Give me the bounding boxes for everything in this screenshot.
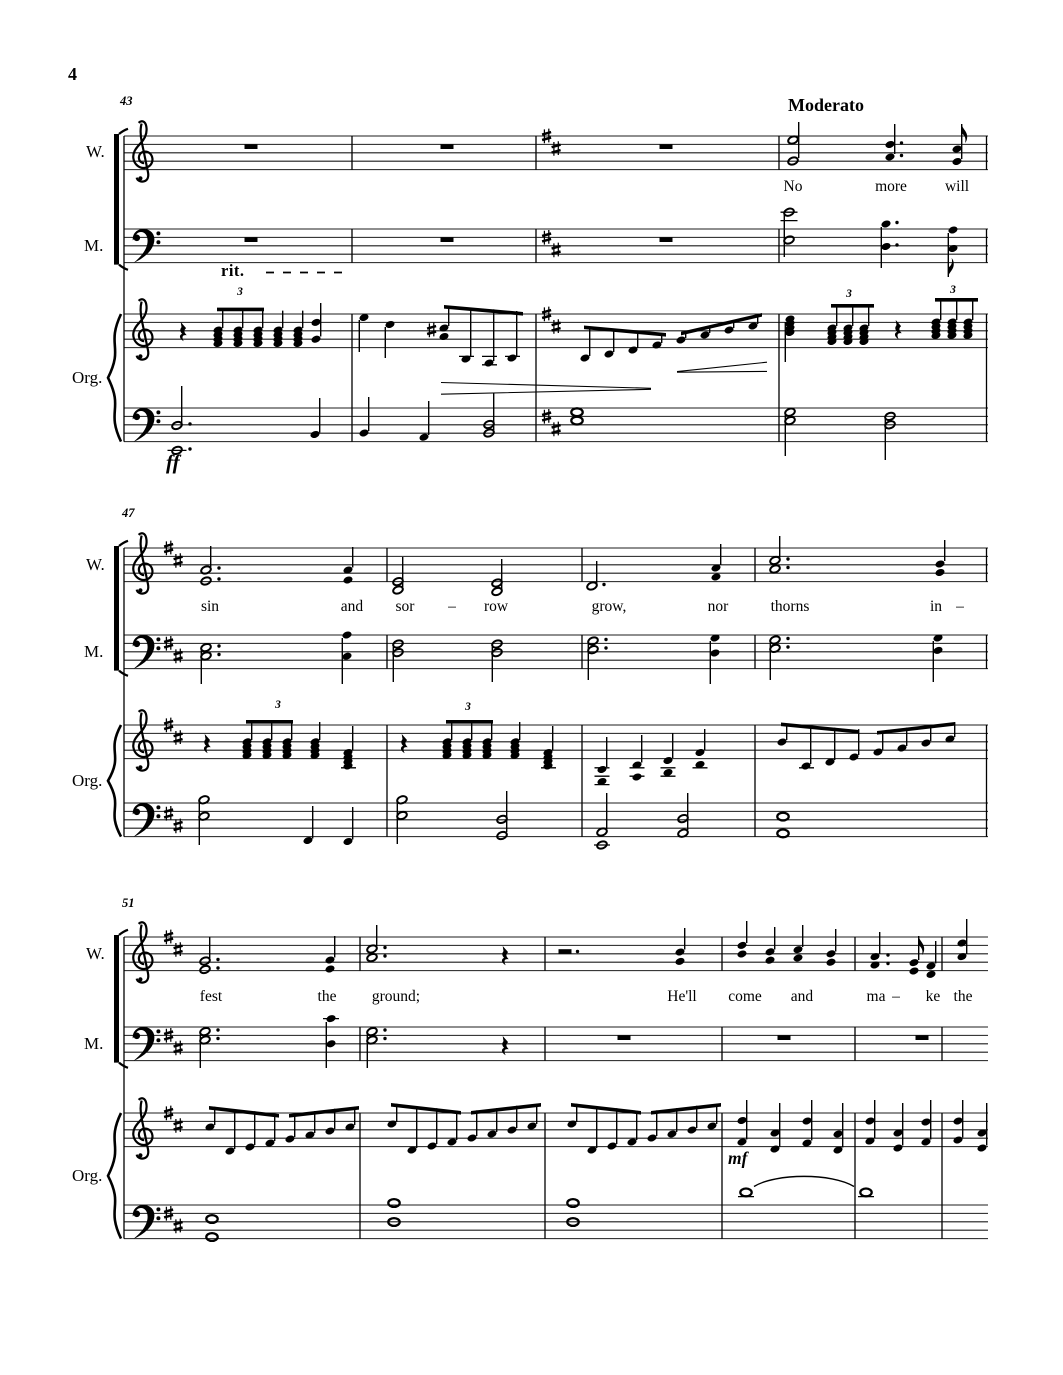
lyric-syllable: grow, xyxy=(591,598,627,615)
barlines xyxy=(124,136,987,1239)
system-3-notes xyxy=(199,919,987,1241)
measure-number: 43 xyxy=(120,94,133,108)
lyric-syllable: and xyxy=(340,598,364,615)
lyric-syllable: He'll xyxy=(667,988,697,1005)
rit-marking: rit. xyxy=(221,261,245,280)
lyric-syllable: ke xyxy=(925,988,941,1005)
dynamic-mf: mf xyxy=(728,1148,748,1168)
tempo-marking: Moderato xyxy=(788,95,864,115)
tuplet-number: 3 xyxy=(950,284,956,296)
measure-number: 51 xyxy=(122,896,135,910)
key-signature-sharps xyxy=(164,129,560,1234)
organ-brace xyxy=(108,314,121,1239)
staff-label-men: M. xyxy=(84,1034,104,1053)
page-number: 4 xyxy=(68,64,77,84)
lyric-syllable: the xyxy=(953,988,973,1005)
staff-label-women: W. xyxy=(86,944,105,963)
lyric-syllable: will xyxy=(944,178,970,195)
staff-label-men: M. xyxy=(84,236,104,255)
lyric-syllable: nor xyxy=(707,598,729,615)
tuplet-number: 3 xyxy=(846,288,852,300)
staff-label-men: M. xyxy=(84,642,104,661)
lyric-syllable: in xyxy=(929,598,943,615)
staff-label-organ: Org. xyxy=(72,1166,103,1185)
staff-label-organ: Org. xyxy=(72,771,103,790)
staff-label-women: W. xyxy=(86,555,105,574)
lyric-syllable: sin xyxy=(200,598,220,615)
lyric-hyphen: – xyxy=(956,598,964,615)
lyric-hyphen: – xyxy=(448,598,456,615)
system-1-notes xyxy=(168,122,979,460)
hairpins xyxy=(441,362,767,394)
measure-number: 47 xyxy=(122,506,135,520)
lyric-syllable: more xyxy=(875,178,907,195)
lyric-syllable: sor xyxy=(395,598,415,615)
lyric-syllable: thorns xyxy=(770,598,810,615)
lyric-syllable: fest xyxy=(199,988,223,1005)
lyric-syllable: No xyxy=(783,178,803,195)
rests xyxy=(180,144,929,1055)
choir-bracket xyxy=(117,129,129,1068)
tuplet-number: 3 xyxy=(465,701,471,713)
lyric-syllable: come xyxy=(728,988,762,1005)
lyric-syllable: ma xyxy=(866,988,886,1005)
dynamic-ff: ff xyxy=(166,450,180,474)
tuplet-number: 3 xyxy=(237,286,243,298)
tie xyxy=(754,1176,854,1186)
staff-label-organ: Org. xyxy=(72,368,103,387)
lyric-syllable: ground; xyxy=(371,988,421,1005)
lyric-syllable: row xyxy=(483,598,509,615)
lyric-syllable: the xyxy=(317,988,337,1005)
lyric-hyphen: – xyxy=(892,988,900,1005)
staff-label-women: W. xyxy=(86,142,105,161)
tuplet-number: 3 xyxy=(275,699,281,711)
staff-lines xyxy=(124,136,988,1239)
lyric-syllable: and xyxy=(790,988,814,1005)
